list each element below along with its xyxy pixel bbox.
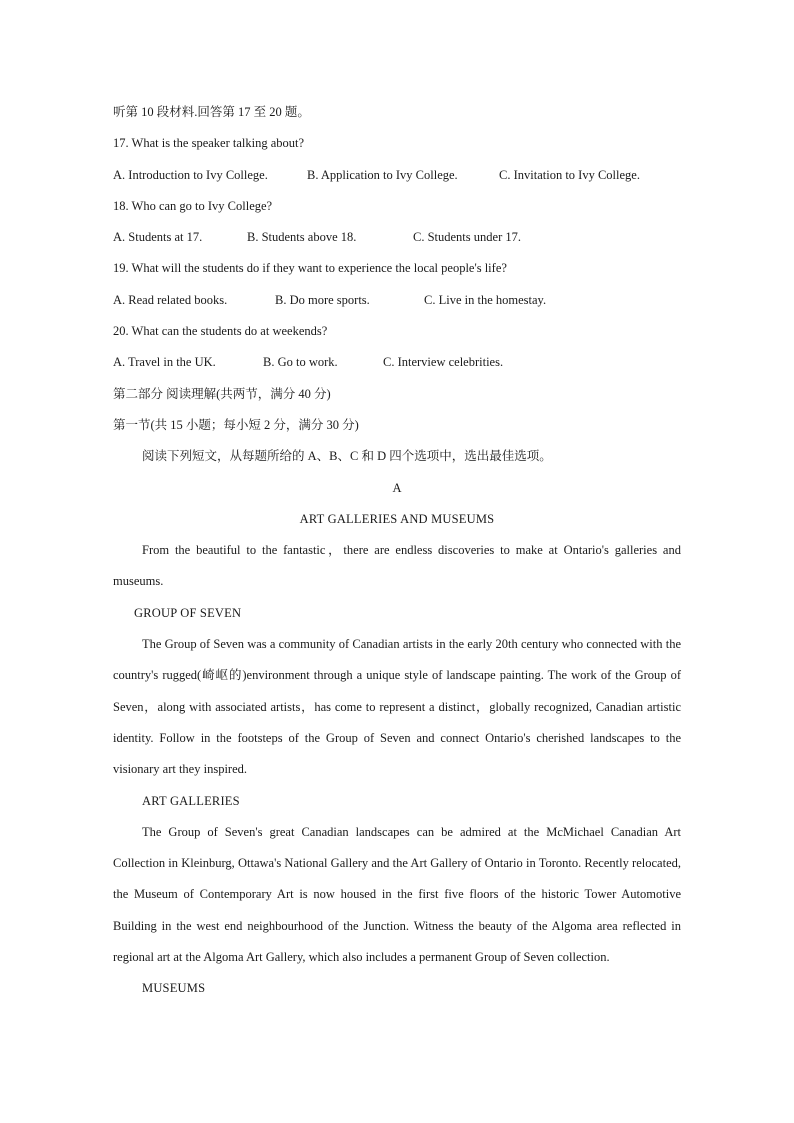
option-c: C. Interview celebrities. (383, 355, 504, 370)
section-heading-group-of-seven: GROUP OF SEVEN (134, 605, 242, 620)
option-b: B. Students above 18. (247, 230, 357, 245)
option-b: B. Application to Ivy College. (307, 167, 458, 182)
exam-page (113, 97, 681, 1005)
passage-title: ART GALLERIES AND MUSEUMS (299, 511, 495, 526)
option-a: A. Travel in the UK. (113, 355, 216, 370)
question-17-stem: 17. What is the speaker talking about? (113, 136, 305, 151)
passage-letter: A (392, 480, 402, 495)
option-a: A. Students at 17. (113, 230, 203, 245)
option-b: B. Do more sports. (275, 292, 370, 307)
part2-title: 第二部分 阅读理解(共两节，满分 40 分) (113, 386, 331, 401)
question-19-stem: 19. What will the students do if they want to experience the local people's life? (113, 261, 507, 276)
listening-intro: 听第 10 段材料.回答第 17 至 20 题。 (113, 105, 310, 119)
reading-instruction: 阅读下列短文，从每题所给的 A、B、C 和 D 四个选项中，选出最佳选项。 (142, 449, 552, 464)
option-c: C. Live in the homestay. (424, 292, 547, 307)
question-17-options (113, 160, 681, 191)
passage-intro: From the beautiful to the fantastic，there are endless discoveries to make at Ontario's galleries and museums. (113, 543, 681, 589)
section-heading-art-galleries: ART GALLERIES (142, 793, 240, 808)
option-b: B. Go to work. (263, 355, 338, 370)
section-body-group-of-seven: The Group of Seven was a community of Canadian artists in the early 20th century who connected with the country's rugged(崎岖的)environment through a unique style of landscape painting. The work of the Group of Seven，along with associated artists，has come to represent a distinct，globally recognized, Canadian artistic identity. Follow in the footsteps of the Group of Seven and connect Ontario's cherished landscapes to the visionary art they inspired. (113, 637, 681, 777)
section-heading-museums: MUSEUMS (142, 981, 206, 996)
question-18-options (113, 222, 681, 253)
question-18-stem: 18. Who can go to Ivy College? (113, 198, 273, 213)
option-a: A. Introduction to Ivy College. (113, 167, 268, 182)
question-20-stem: 20. What can the students do at weekends? (113, 324, 328, 339)
question-20-options (113, 347, 681, 378)
option-a: A. Read related books. (113, 292, 228, 307)
section1-title: 第一节(共 15 小题；每小短 2 分，满分 30 分) (113, 417, 359, 432)
option-c: C. Students under 17. (413, 230, 521, 245)
question-19-options (113, 285, 681, 316)
option-c: C. Invitation to Ivy College. (499, 167, 640, 182)
section-body-art-galleries: The Group of Seven's great Canadian landscapes can be admired at the McMichael Canadian Art Collection in Kleinburg, Ottawa's National Gallery and the Art Gallery of Ontario in Toronto. Recently relocated, the Museum of Contemporary Art is now housed in the first five floors of the historic Tower Automotive Building in the west end neighbourhood of the Junction. Witness the beauty of the Algoma area reflected in regional art at the Algoma Art Gallery, which also includes a permanent Group of Seven collection. (113, 824, 681, 965)
